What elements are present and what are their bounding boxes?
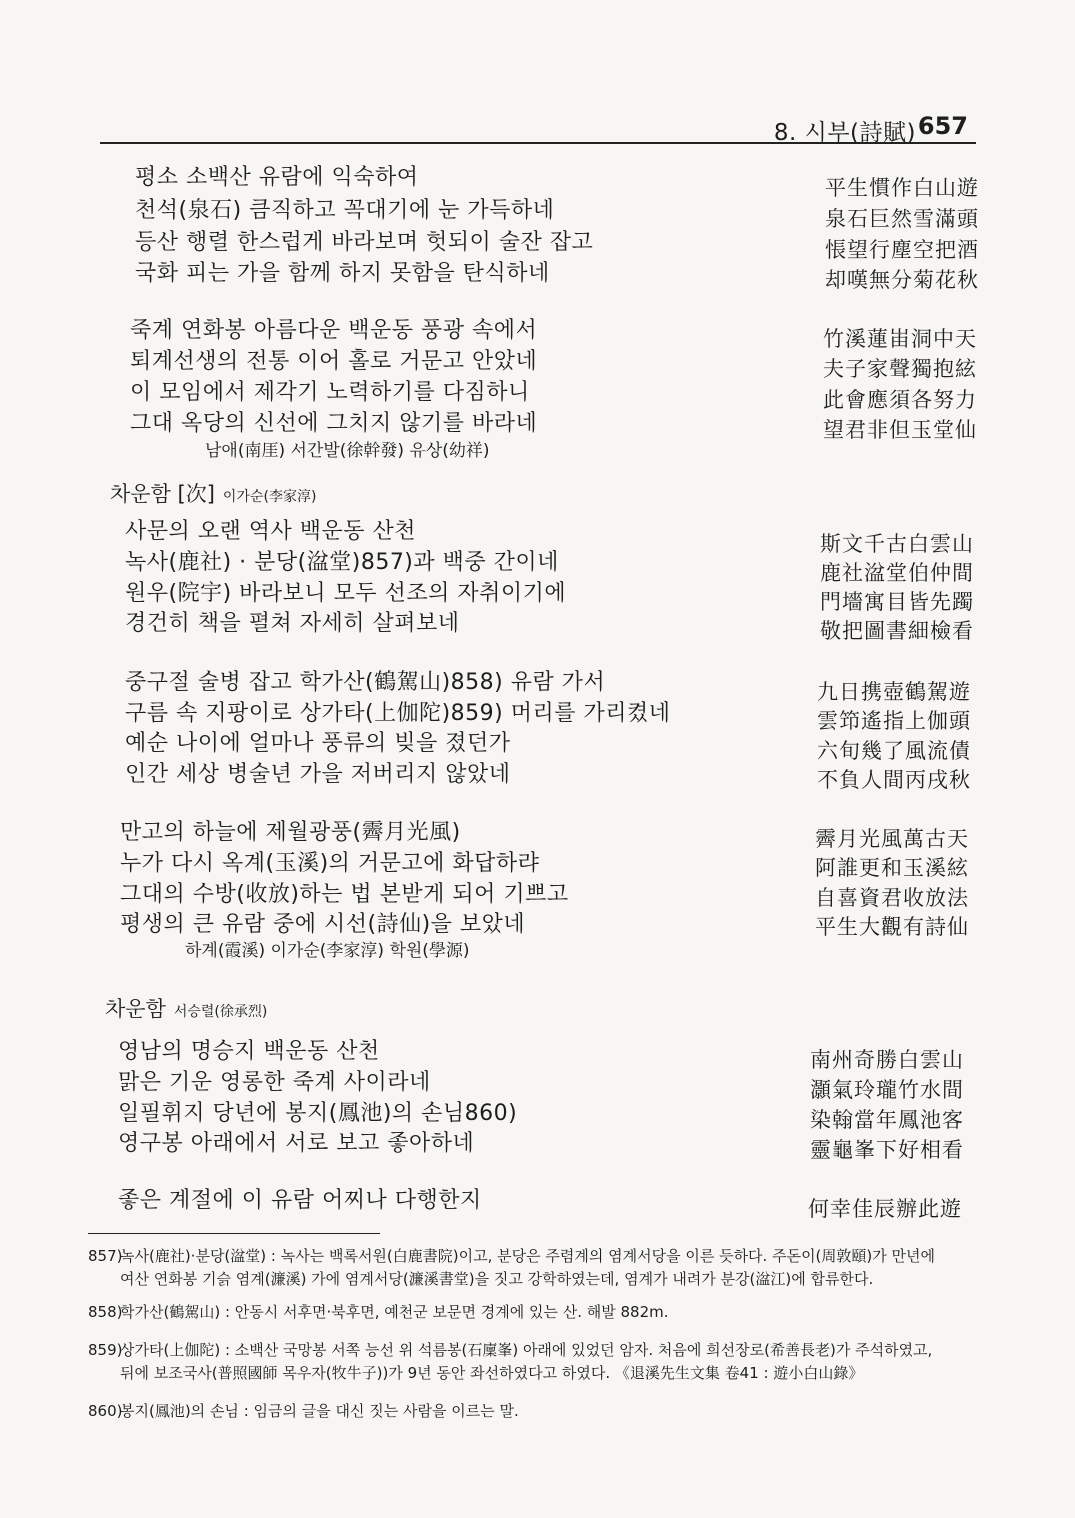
hanja-line: 不負人間丙戌秋: [817, 768, 971, 792]
hanja-line: 泉石巨然雪滿頭: [825, 207, 979, 231]
poem-author: 하계(霞溪) 이가순(李家淳) 학원(學源): [185, 941, 470, 961]
verse-line: 인간 세상 병술년 가을 저버리지 않았네: [125, 762, 511, 787]
hanja-line: 竹溪蓮峀洞中天: [823, 327, 977, 351]
section-title-text: 차운함 [次]: [110, 482, 215, 506]
section-author: 서승렬(徐承烈): [173, 1004, 268, 1020]
page-number: 657: [917, 112, 968, 140]
hanja-line: 南州奇勝白雲山: [810, 1048, 964, 1072]
hanja-line: 霽月光風萬古天: [815, 827, 969, 851]
hanja-line: 阿誰更和玉溪絃: [815, 856, 969, 880]
footnote-857: [88, 1245, 964, 1291]
verse-line: 녹사(鹿社) · 분당(湓堂)857)과 백중 간이네: [125, 550, 559, 575]
verse-line: 경건히 책을 펼쳐 자세히 살펴보네: [125, 611, 460, 636]
verse-line: 구름 속 지팡이로 상가타(上伽陀)859) 머리를 가리켰네: [125, 701, 671, 726]
verse-line: 중구절 술병 잡고 학가산(鶴駕山)858) 유람 가서: [125, 670, 606, 695]
verse-line: 영구봉 아래에서 서로 보고 좋아하네: [118, 1131, 475, 1156]
footnote-text: 봉지(鳳池)의 손님 : 임금의 글을 대신 짓는 사람을 이르는 말.: [120, 1402, 519, 1420]
footnote-text: 상가타(上伽陀) : 소백산 국망봉 서쪽 능선 위 석름봉(石廩峯) 아래에 있었던 암자. 처음에 희선장로(希善長老)가 주석하였고,: [120, 1341, 933, 1359]
hanja-line: 望君非但玉堂仙: [823, 418, 977, 442]
hanja-line: 平生大觀有詩仙: [815, 915, 969, 939]
verse-line: 사문의 오랜 역사 백운동 산천: [125, 519, 416, 544]
verse-line: 평생의 큰 유람 중에 시선(詩仙)을 보았네: [120, 912, 526, 937]
verse-line: 일필휘지 당년에 봉지(鳳池)의 손님860): [118, 1101, 518, 1126]
hanja-line: 敬把圖書細檢看: [820, 619, 974, 643]
section-title-text: 차운함: [105, 997, 166, 1021]
poem-author: 남애(南厓) 서간발(徐幹發) 유상(幼祥): [205, 441, 490, 461]
verse-line: 영남의 명승지 백운동 산천: [118, 1039, 380, 1064]
verse-line: 죽계 연화봉 아름다운 백운동 풍광 속에서: [130, 318, 538, 343]
section-title: [110, 478, 316, 508]
hanja-line: 染翰當年鳳池客: [810, 1108, 964, 1132]
hanja-line: 斯文千古白雲山: [820, 532, 974, 556]
hanja-line: 平生慣作白山遊: [825, 176, 979, 200]
hanja-line: 何幸佳辰辦此遊: [808, 1197, 962, 1221]
hanja-line: 悵望行塵空把酒: [825, 238, 979, 262]
page-header: [100, 112, 976, 144]
hanja-line: 鹿社湓堂伯仲間: [820, 561, 974, 585]
section-author: 이가순(李家淳): [222, 489, 317, 505]
hanja-line: 夫子家聲獨抱絃: [823, 357, 977, 381]
verse-line: 좋은 계절에 이 유람 어찌나 다행한지: [118, 1188, 482, 1213]
footnote-859: [88, 1339, 964, 1385]
verse-line: 만고의 하늘에 제월광풍(霽月光風): [120, 820, 461, 845]
footnote-858: [88, 1301, 964, 1324]
verse-line: 천석(泉石) 큼직하고 꼭대기에 눈 가득하네: [135, 198, 555, 223]
footnote-text-continued: 뒤에 보조국사(普照國師 목우자(牧牛子))가 9년 동안 좌선하였다고 하였다. 《退溪先生文集 卷41 : 遊小白山錄》: [120, 1364, 864, 1382]
verse-line: 국화 피는 가을 함께 하지 못함을 탄식하네: [135, 261, 550, 286]
hanja-line: 六旬幾了風流債: [817, 739, 971, 763]
footnote-text: 학가산(鶴駕山) : 안동시 서후면·북후면, 예천군 보문면 경계에 있는 산. 해발 882m.: [120, 1303, 669, 1321]
footnote-number: 858): [88, 1303, 123, 1321]
verse-line: 퇴계선생의 전통 이어 홀로 거문고 안았네: [130, 349, 538, 374]
verse-line: 그대 옥당의 신선에 그치지 않기를 바라네: [130, 411, 538, 436]
footnote-number: 857): [88, 1247, 123, 1265]
verse-line: 등산 행렬 한스럽게 바라보며 헛되이 술잔 잡고: [135, 230, 594, 255]
verse-line: 이 모임에서 제각기 노력하기를 다짐하니: [130, 380, 530, 405]
hanja-line: 門墻寓目皆先躅: [820, 590, 974, 614]
verse-line: 맑은 기운 영롱한 죽계 사이라네: [118, 1070, 431, 1095]
hanja-line: 灝氣玲瓏竹水間: [810, 1078, 964, 1102]
hanja-line: 此會應須各努力: [823, 388, 977, 412]
hanja-line: 九日携壺鶴駕遊: [817, 680, 971, 704]
verse-line: 평소 소백산 유람에 익숙하여: [135, 165, 419, 190]
hanja-line: 雲笻遙指上伽頭: [817, 709, 971, 733]
hanja-line: 靈龜峯下好相看: [810, 1138, 964, 1162]
footnote-860: [88, 1400, 964, 1423]
hanja-line: 自喜資君收放法: [815, 886, 969, 910]
hanja-line: 却嘆無分菊花秋: [825, 268, 979, 292]
footnote-number: 860): [88, 1402, 123, 1420]
verse-line: 원우(院宇) 바라보니 모두 선조의 자취이기에: [125, 581, 567, 606]
footnote-divider: [88, 1233, 380, 1234]
chapter-title: 8. 시부(詩賦): [773, 120, 916, 146]
footnote-text: 녹사(鹿社)·분당(湓堂) : 녹사는 백록서원(白鹿書院)이고, 분당은 주렴계의 염계서당을 이른 듯하다. 주돈이(周敦頤)가 만년에: [120, 1247, 935, 1265]
verse-line: 그대의 수방(收放)하는 법 본받게 되어 기쁘고: [120, 882, 569, 907]
verse-line: 예순 나이에 얼마나 풍류의 빚을 졌던가: [125, 731, 511, 756]
footnote-text-continued: 여산 연화봉 기슭 염계(濂溪) 가에 염계서당(濂溪書堂)을 짓고 강학하였는데, 염계가 내려가 분강(湓江)에 합류한다.: [120, 1270, 874, 1288]
verse-line: 누가 다시 옥계(玉溪)의 거문고에 화답하랴: [120, 851, 540, 876]
section-title: [105, 993, 267, 1023]
footnote-number: 859): [88, 1341, 123, 1359]
